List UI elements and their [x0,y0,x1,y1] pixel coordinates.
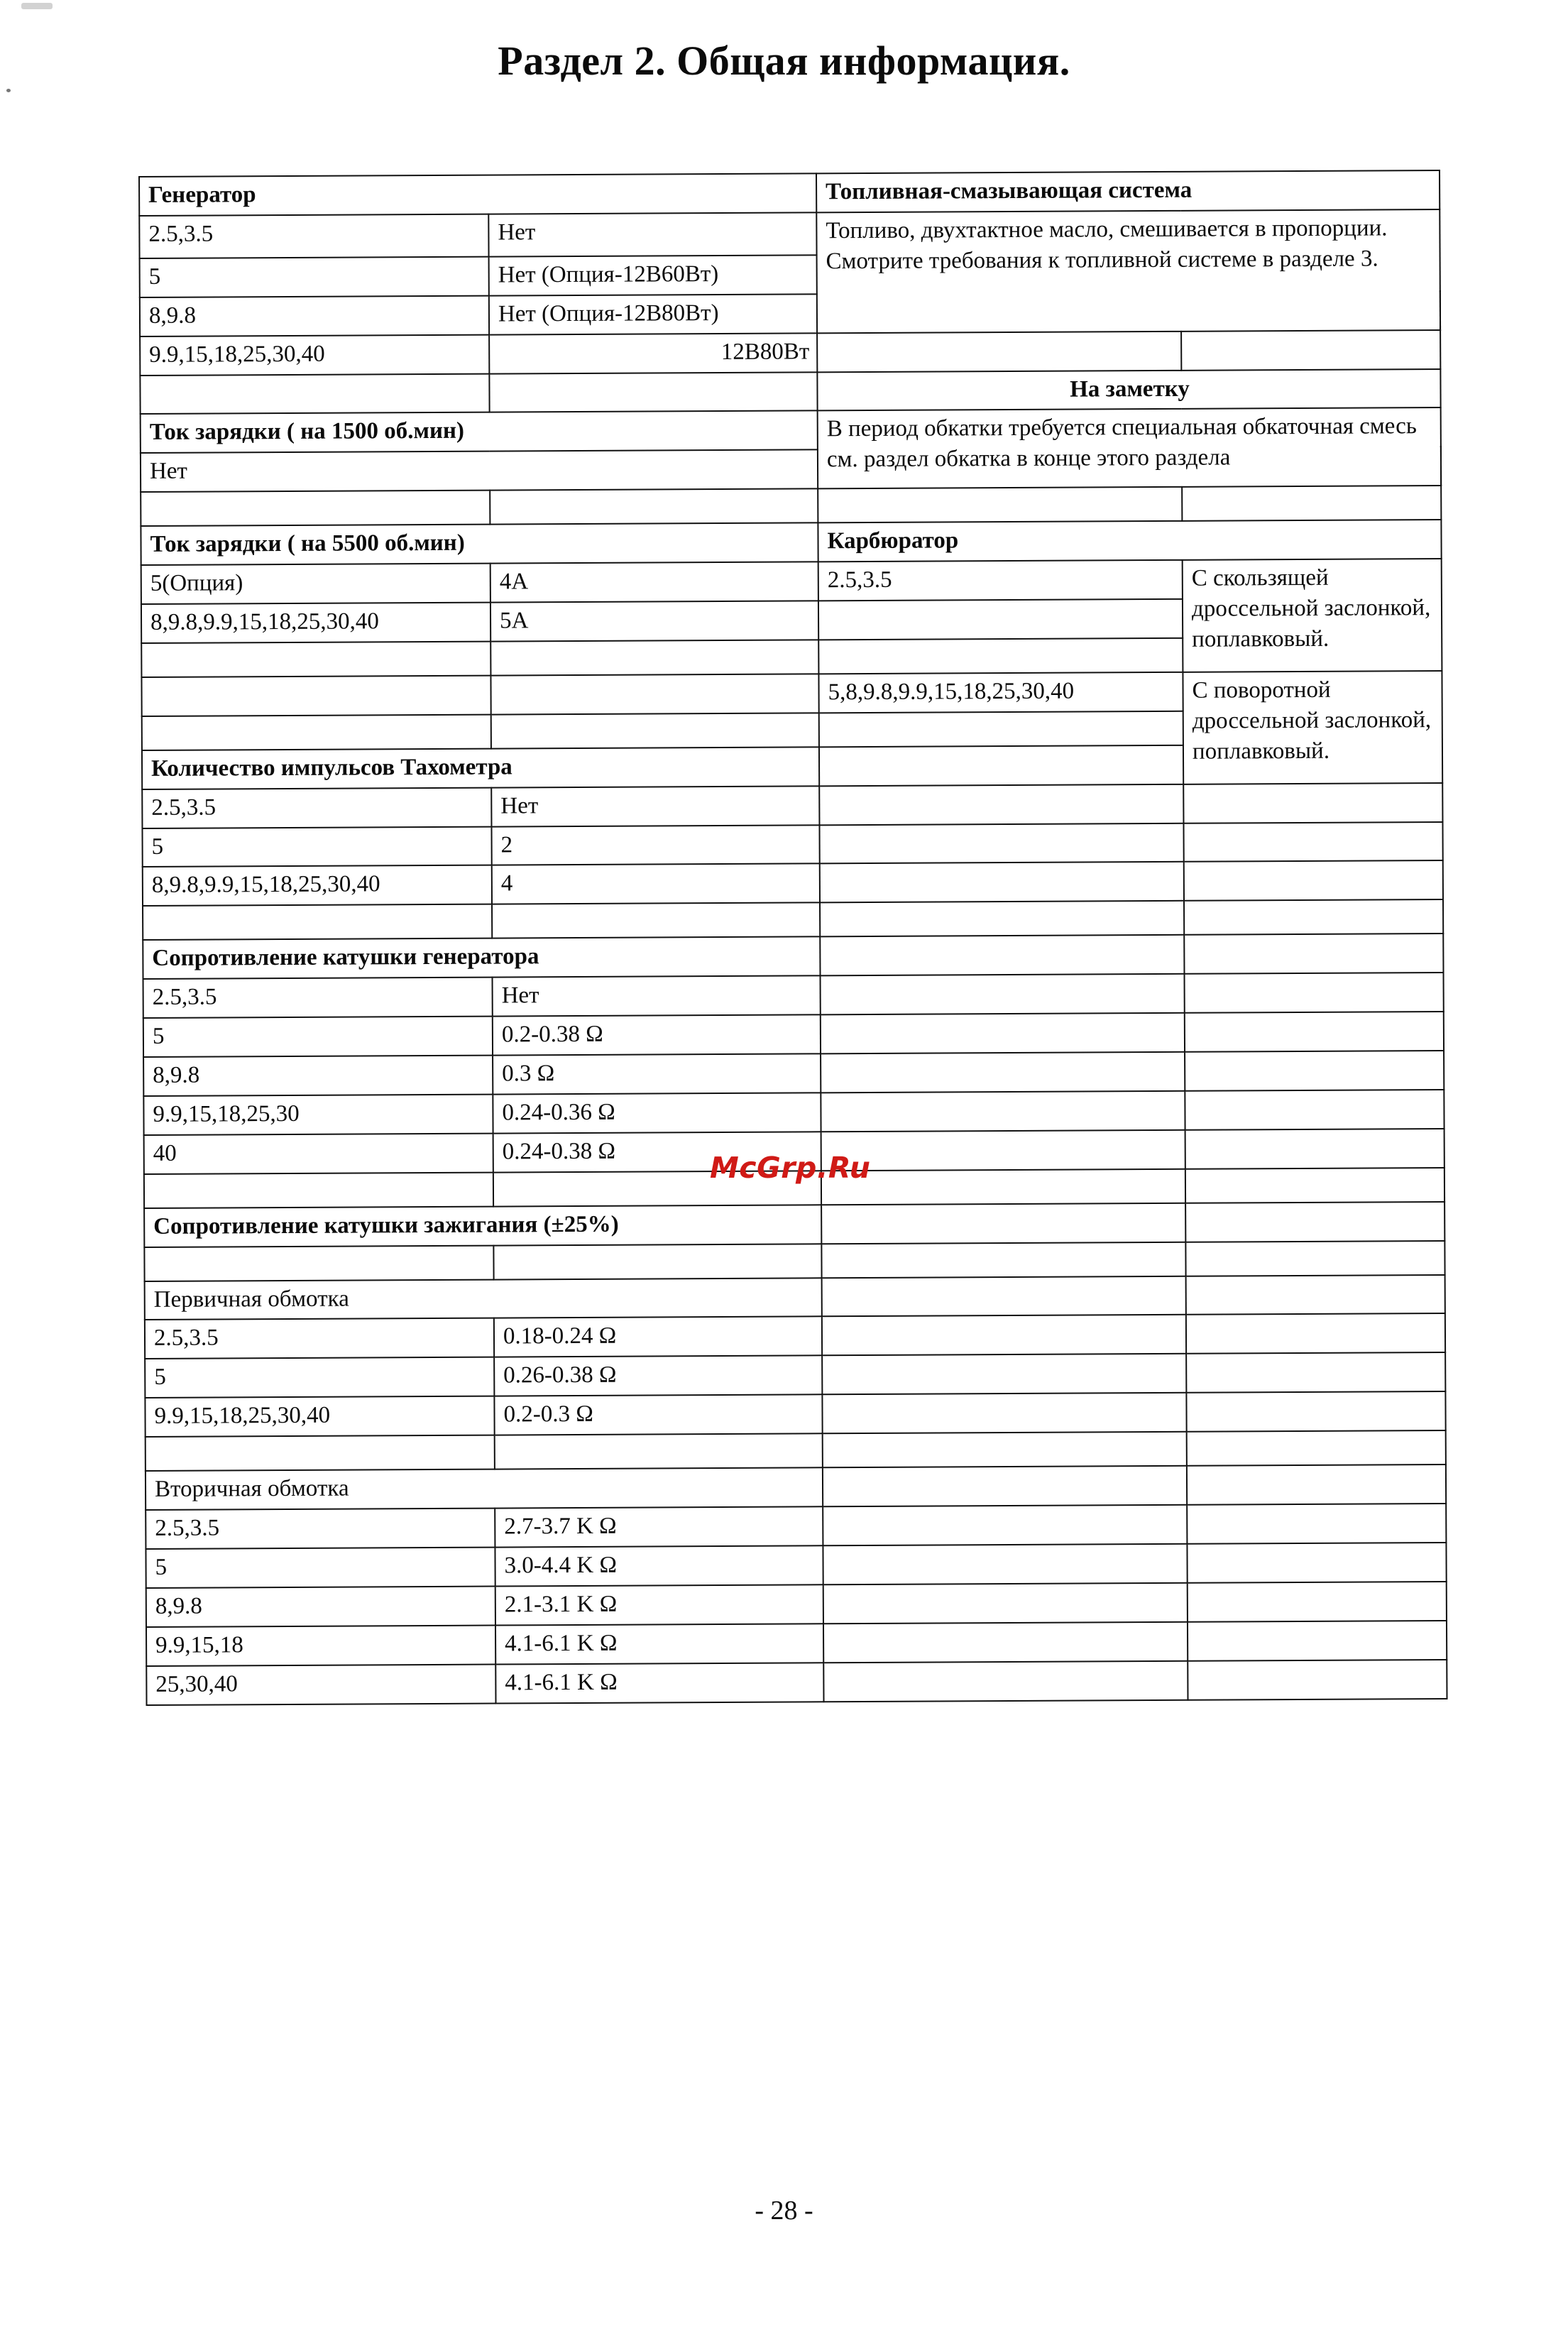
table-cell-empty [1187,1430,1446,1466]
table-cell-empty [823,1466,1187,1506]
table-cell-empty [144,1245,493,1281]
specification-table [138,170,1448,1705]
table-cell: 5,8,9.8,9.9,15,18,25,30,40 [818,672,1183,713]
table-cell-empty [823,1544,1187,1584]
table-cell-empty [1185,1202,1444,1242]
table-cell-empty [822,1315,1186,1355]
table-cell: Сопротивление катушки зажигания (±25%) [144,1205,821,1247]
table-cell: 5 [142,826,491,867]
table-cell: 2.5,3.5 [146,1509,495,1549]
table-cell-empty [1187,1465,1446,1505]
table-cell: Вторичная обмотка [146,1467,823,1510]
table-cell-empty [1188,1582,1447,1622]
table-cell: 2.5,3.5 [818,560,1183,601]
table-row [143,860,1443,906]
table-cell-empty [1184,899,1443,935]
table-row [146,1621,1447,1666]
table-cell-empty [141,641,490,677]
table-cell: 40 [144,1133,493,1173]
table-cell: 2.5,3.5 [143,978,493,1018]
table-row [146,1543,1446,1588]
table-cell-empty [821,974,1185,1014]
table-cell: 9.9,15,18,25,30 [143,1094,493,1134]
table-cell: 2.5,3.5 [145,1318,494,1359]
table-cell: 8,9.8 [146,1586,495,1626]
table-cell-empty [1187,1543,1446,1583]
table-row [145,1275,1445,1320]
table-cell: 0.24-0.38 Ω [493,1132,821,1172]
table-cell-empty [821,1242,1185,1278]
table-cell-empty [140,373,489,414]
table-cell-empty [493,1171,821,1206]
table-row [146,1465,1446,1510]
table-cell: 4.1-6.1 K Ω [495,1663,823,1703]
table-cell-empty [1187,1504,1446,1544]
table-cell-empty [146,1435,495,1471]
scan-speck [6,89,11,92]
table-cell-empty [821,1013,1185,1053]
table-row [142,783,1442,828]
table-cell: 4.1-6.1 K Ω [495,1624,823,1664]
table-cell-empty [1185,1051,1444,1091]
table-cell: 0.18-0.24 Ω [494,1317,822,1357]
table-row [143,934,1443,979]
watermark: McGrp.Ru [710,1151,871,1185]
table-cell-empty [142,714,491,750]
table-cell-empty [141,675,490,716]
table-cell: Нет [488,212,816,256]
table-cell-empty [1188,1660,1447,1700]
table-cell: Нет (Опция-12В60Вт) [489,255,817,295]
table-row [143,973,1444,1018]
table-cell: 3.0-4.4 K Ω [495,1545,823,1586]
table-cell-empty [1186,1275,1445,1315]
table-cell: С поворотной дроссельной заслонкой, поплавковый. [1183,671,1442,784]
table-cell: 5А [490,601,818,641]
specification-table-wrapper [138,170,1447,1705]
table-cell-empty [820,935,1184,975]
table-cell: Топливо, двухтактное масло, смешивается в пропорции. Смотрите требования к топливной системе в разделе 3. [816,209,1440,333]
table-cell-empty [1185,1168,1444,1203]
table-cell-empty [823,1583,1188,1624]
table-cell-empty [817,331,1181,371]
table-cell-empty [1185,1012,1444,1052]
table-cell: На заметку [817,369,1440,411]
table-cell: Ток зарядки ( на 5500 об.мин) [141,523,818,566]
table-cell-empty [821,1130,1185,1171]
table-cell-empty [820,901,1184,937]
table-cell: 2.7-3.7 K Ω [495,1506,823,1547]
table-cell: 8,9.8,9.9,15,18,25,30,40 [143,865,492,906]
table-cell-empty [1184,934,1443,974]
table-cell-empty [1182,486,1441,521]
table-row [146,1504,1446,1549]
table-row [141,671,1442,716]
table-cell: 5 [140,256,489,297]
table-cell: 4 [492,864,820,904]
table-cell-empty [1183,783,1442,823]
table-cell-empty [144,1172,493,1208]
table-cell: 9.9,15,18 [146,1625,495,1665]
page-number: - 28 - [755,2196,813,2226]
table-row [143,1090,1444,1135]
table-cell: 0.2-0.3 Ω [494,1395,822,1435]
table-cell: 2 [491,825,819,865]
table-cell-empty [822,1276,1186,1316]
table-cell-empty [823,1505,1187,1545]
table-cell: Нет [141,450,818,493]
table-cell: 12В80Вт [489,333,817,373]
table-row [143,1012,1444,1057]
table-row [139,170,1440,216]
table-cell-empty [821,1052,1185,1093]
table-cell: 8,9.8 [140,295,489,336]
table-row [144,1129,1444,1174]
table-cell: 2.5,3.5 [142,787,491,828]
table-cell: Нет [491,786,819,826]
table-cell-empty [493,1244,821,1279]
table-cell: Карбюратор [818,520,1441,562]
table-cell-empty [819,745,1183,786]
table-row [139,209,1440,258]
table-cell-empty [823,1622,1188,1663]
table-cell: Топливная-смазывающая система [816,170,1440,212]
table-row [145,1352,1445,1398]
table-cell-empty [141,491,490,526]
table-cell-empty [819,784,1183,825]
table-cell-empty [821,1091,1185,1132]
table-cell-empty [821,1169,1185,1205]
table-row [142,822,1442,867]
table-row [143,1051,1444,1096]
table-cell: 0.26-0.38 Ω [494,1356,822,1396]
table-cell: 2.5,3.5 [139,214,488,258]
table-cell: Нет (Опция-12В80Вт) [489,294,817,334]
table-cell-empty [818,638,1183,674]
table-row [141,559,1442,604]
table-cell: 8,9.8 [143,1056,493,1096]
table-cell-empty [819,823,1183,863]
table-cell: 9.9,15,18,25,30,40 [140,334,489,375]
table-cell: 5 [145,1357,494,1398]
table-cell-empty [822,1393,1186,1433]
scan-speck [21,3,53,9]
table-cell: Количество импульсов Тахометра [142,747,819,789]
table-row [145,1391,1445,1437]
table-cell-empty [492,903,820,938]
table-cell-empty [489,372,817,412]
table-cell-empty [490,674,818,714]
table-cell: 25,30,40 [146,1664,495,1704]
table-cell: 8,9.8,9.9,15,18,25,30,40 [141,603,490,643]
table-cell-empty [1186,1352,1445,1393]
table-row [140,330,1440,376]
table-cell: В период обкатки требуется специальная обкаточная смесь см. раздел обкатка в конце этого раздела [818,407,1442,488]
table-cell-empty [1183,822,1442,863]
table-cell-empty [1184,860,1443,901]
table-cell-empty [490,489,818,525]
table-cell-empty [1186,1391,1445,1432]
table-cell: Генератор [139,173,816,216]
table-cell-empty [495,1433,823,1469]
table-cell: 2.1-3.1 K Ω [495,1584,823,1625]
table-cell: 0.2-0.38 Ω [493,1014,821,1055]
table-cell: 9.9,15,18,25,30,40 [145,1396,494,1437]
table-cell: 5(Опция) [141,564,490,604]
table-row [140,369,1440,415]
table-row [144,1202,1444,1247]
table-cell-empty [823,1660,1188,1701]
table-cell: 5 [143,1017,493,1057]
table-cell: 5 [146,1548,495,1588]
table-cell-empty [1188,1621,1447,1661]
table-cell: Первичная обмотка [145,1278,822,1320]
table-cell-empty [819,711,1183,748]
table-cell-empty [818,487,1182,523]
page-title: Раздел 2. Общая информация. [498,38,1070,84]
table-cell-empty [823,1432,1187,1468]
table-row [141,520,1441,565]
table-row [146,1660,1447,1705]
table-cell-empty [822,1354,1186,1394]
table-row [145,1314,1445,1359]
table-cell-empty [1185,1129,1444,1169]
table-cell-empty [143,904,492,940]
table-cell-empty [1185,973,1444,1013]
table-cell-empty [821,1203,1185,1244]
table-cell: Ток зарядки ( на 1500 об.мин) [141,411,818,454]
table-cell-empty [491,713,819,748]
table-cell-empty [818,599,1183,640]
table-cell-empty [1185,1241,1444,1276]
table-row [146,1582,1447,1627]
table-cell: Сопротивление катушки генератора [143,937,820,980]
table-cell: 0.24-0.36 Ω [493,1093,821,1133]
table-cell-empty [490,640,818,675]
table-row [141,407,1441,453]
table-cell-empty [1185,1090,1444,1130]
table-cell-empty [820,862,1184,902]
table-cell: 4А [490,562,818,602]
table-cell-empty [1181,330,1440,371]
table-cell-empty [1186,1314,1445,1354]
table-cell: Нет [493,976,821,1017]
specification-table-body [139,170,1447,1704]
table-cell: 0.3 Ω [493,1053,821,1094]
table-cell: С скользящей дроссельной заслонкой, поплавковый. [1183,559,1442,672]
